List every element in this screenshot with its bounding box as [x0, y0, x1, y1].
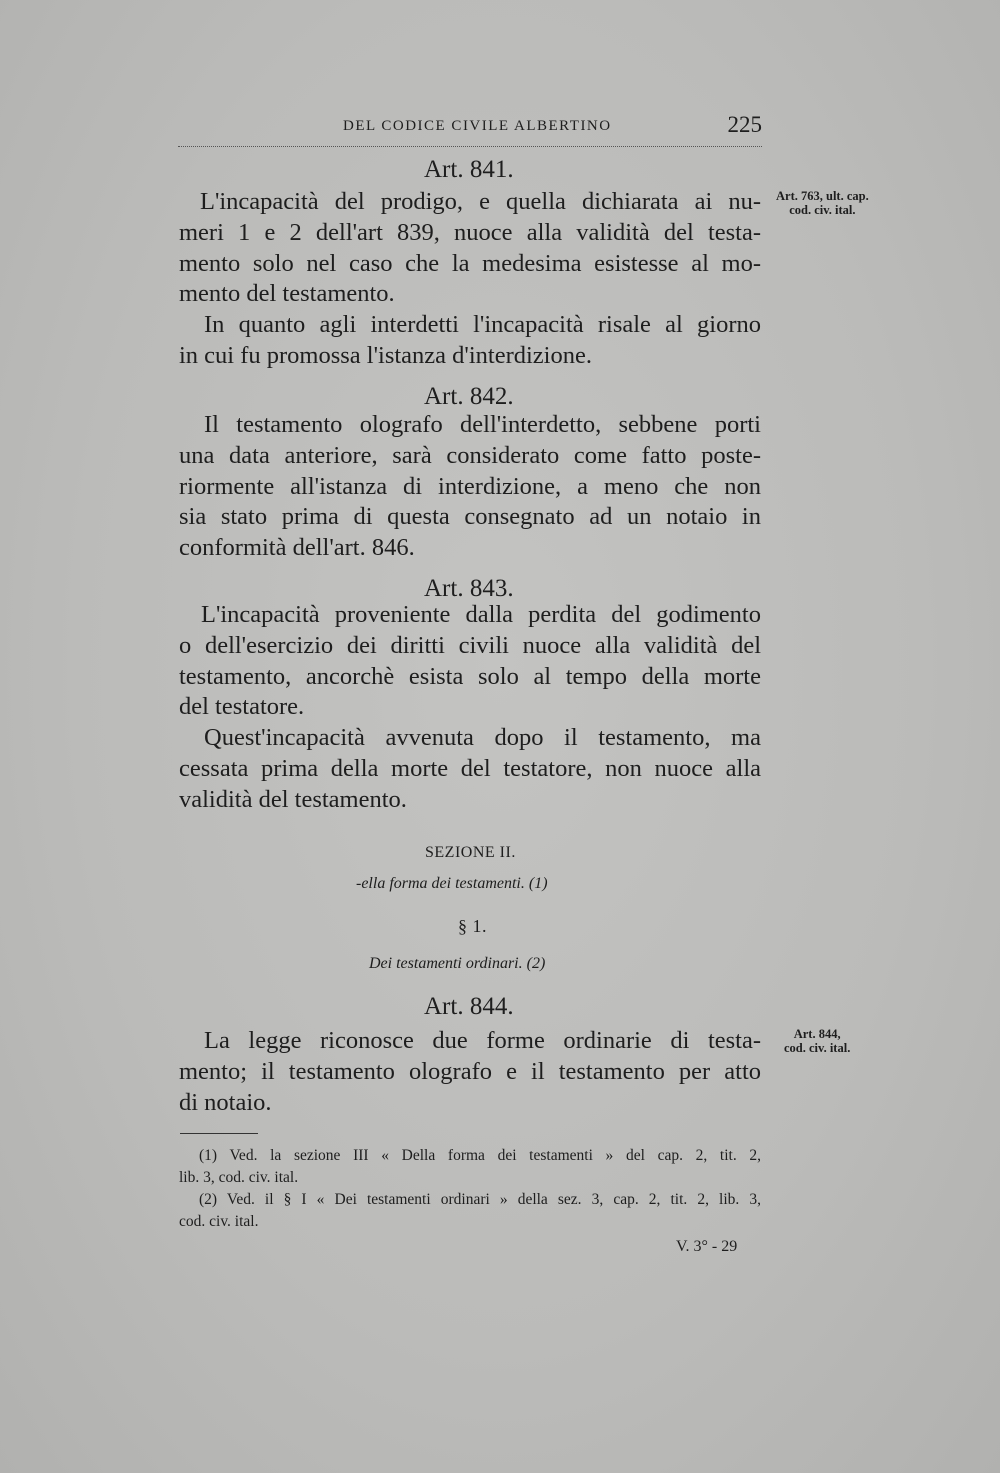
footnote-2: [179, 1189, 761, 1233]
paragraph-843-1: [179, 600, 761, 723]
section-subtitle: -ella forma dei testamenti. (1): [356, 875, 548, 892]
paragraph-mark: § 1.: [458, 916, 487, 936]
text-line: del testatore.: [179, 693, 305, 721]
text-line: L'incapacità proveniente dalla perdita del godimento: [201, 601, 761, 628]
text-line: validità del testamento.: [179, 785, 407, 813]
text-line: lib. 3, cod. civ. ital.: [179, 1169, 299, 1186]
text-line: mento; il testamento olografo e il testamento per atto: [179, 1057, 761, 1085]
paragraph-841-2: [179, 310, 761, 372]
text-line: In quanto agli interdetti l'incapacità risale al giorno: [204, 311, 761, 338]
text-line: (2) Ved. il § I « Dei testamenti ordinari » della sez. 3, cap. 2, tit. 2, lib. 3,: [199, 1191, 761, 1208]
margin-note-841: [776, 189, 869, 217]
paragraph-844-1: [179, 1026, 761, 1118]
text-line: testamento, ancorchè esista solo al tempo della morte: [179, 662, 761, 690]
header-title: DEL CODICE CIVILE ALBERTINO: [343, 118, 612, 134]
text-line: o dell'esercizio dei diritti civili nuoce alla validità del: [179, 631, 761, 659]
text-line: cod. civ. ital.: [179, 1213, 259, 1230]
margin-note-844: [784, 1027, 850, 1055]
footnote-1: [179, 1145, 761, 1189]
text-line: mento del testamento.: [179, 280, 395, 308]
printer-signature: V. 3° - 29: [676, 1238, 738, 1255]
text-line: riormente all'istanza di interdizione, a meno che non: [179, 472, 761, 500]
text-line: mento solo nel caso che la medesima esistesse al mo-: [179, 249, 761, 277]
text-line: una data anteriore, sarà considerato come fatto poste-: [179, 441, 761, 469]
article-heading-844: Art. 844.: [424, 993, 514, 1020]
text-line: conformità dell'art. 846.: [179, 534, 415, 562]
margin-note-line: cod. civ. ital.: [789, 203, 856, 217]
page-number: 225: [727, 112, 762, 137]
article-heading-843: Art. 843.: [424, 575, 514, 602]
text-line: Quest'incapacità avvenuta dopo il testamento, ma: [204, 724, 761, 751]
paragraph-841-1: [179, 187, 761, 310]
text-line: sia stato prima di questa consegnato ad un notaio in: [179, 503, 761, 531]
margin-note-line: Art. 844,: [793, 1027, 841, 1041]
text-line: (1) Ved. la sezione III « Della forma dei testamenti » del cap. 2, tit. 2,: [199, 1147, 761, 1164]
article-heading-841: Art. 841.: [424, 156, 514, 183]
article-heading-842: Art. 842.: [424, 383, 514, 410]
footnote-rule: [180, 1133, 258, 1134]
text-line: Il testamento olografo dell'interdetto, sebbene porti: [204, 411, 761, 438]
margin-note-line: cod. civ. ital.: [784, 1041, 851, 1055]
text-line: La legge riconosce due forme ordinarie di testa-: [204, 1027, 761, 1054]
paragraph-842-1: [179, 410, 761, 564]
text-line: di notaio.: [179, 1088, 272, 1116]
paragraph-title: Dei testamenti ordinari. (2): [369, 955, 546, 972]
paragraph-843-2: [179, 723, 761, 815]
running-header: [178, 112, 762, 147]
margin-note-line: Art. 763, ult. cap.: [776, 189, 869, 203]
text-line: cessata prima della morte del testatore, non nuoce alla: [179, 754, 761, 782]
text-line: in cui fu promossa l'istanza d'interdizione.: [179, 341, 592, 369]
text-line: L'incapacità del prodigo, e quella dichiarata ai nu-: [200, 188, 761, 215]
section-title: SEZIONE II.: [425, 844, 516, 861]
text-line: meri 1 e 2 dell'art 839, nuoce alla validità del testa-: [179, 218, 761, 246]
